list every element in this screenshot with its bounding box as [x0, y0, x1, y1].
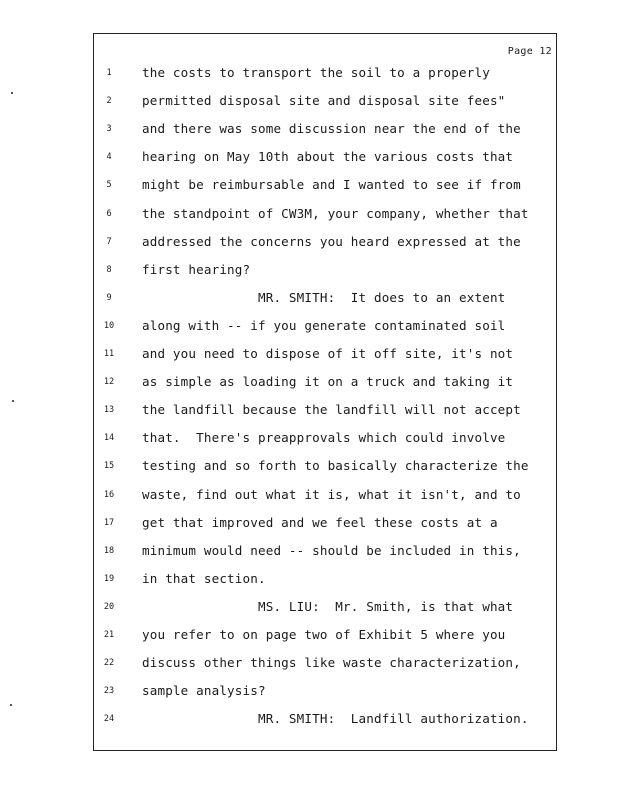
transcript-line — [94, 627, 556, 647]
line-text: sample analysis? — [142, 683, 266, 699]
line-text: discuss other things like waste characterization, — [142, 655, 521, 671]
scan-speck — [11, 92, 13, 94]
line-number: 23 — [103, 686, 115, 697]
line-text: get that improved and we feel these costs at a — [142, 514, 498, 530]
line-number: 15 — [103, 461, 115, 472]
line-text: permitted disposal site and disposal site fees" — [142, 93, 506, 109]
transcript-page — [93, 33, 557, 751]
transcript-line — [94, 262, 556, 282]
line-number: 9 — [106, 292, 112, 303]
line-text: and there was some discussion near the end of the — [142, 121, 521, 137]
line-number: 7 — [106, 236, 112, 247]
transcript-line — [94, 543, 556, 563]
line-text: might be reimbursable and I wanted to see if from — [142, 177, 521, 193]
line-text: MR. SMITH: It does to an extent — [142, 289, 506, 305]
line-text: MS. LIU: Mr. Smith, is that what — [142, 598, 514, 614]
transcript-line — [94, 430, 556, 450]
line-number: 12 — [103, 377, 115, 388]
scan-speck — [12, 400, 14, 402]
line-number: 8 — [106, 264, 112, 275]
line-text: hearing on May 10th about the various costs that — [142, 149, 514, 165]
transcript-line — [94, 683, 556, 703]
line-number: 21 — [103, 630, 115, 640]
transcript-line — [94, 487, 556, 507]
line-text: that. There's preapprovals which could involve — [142, 430, 506, 446]
transcript-line — [94, 711, 556, 731]
transcript-line — [94, 458, 556, 478]
line-number: 2 — [106, 96, 112, 107]
line-number: 11 — [103, 349, 115, 359]
line-text: the standpoint of CW3M, your company, whether that — [142, 205, 529, 221]
scan-speck — [10, 704, 12, 706]
line-text: in that section. — [142, 570, 266, 586]
line-text: the landfill because the landfill will not accept — [142, 402, 521, 418]
line-text: addressed the concerns you heard expressed at the — [142, 233, 521, 249]
transcript-line — [94, 206, 556, 226]
line-text: as simple as loading it on a truck and taking it — [142, 374, 514, 390]
line-number: 4 — [106, 152, 112, 163]
line-number: 20 — [103, 601, 115, 612]
line-number: 17 — [103, 517, 115, 528]
line-number: 14 — [103, 433, 115, 444]
transcript-line — [94, 65, 556, 85]
transcript-line — [94, 346, 556, 366]
transcript-line — [94, 374, 556, 394]
line-number: 18 — [103, 545, 115, 556]
transcript-line — [94, 402, 556, 422]
line-text: along with -- if you generate contaminated soil — [142, 317, 506, 333]
line-text: MR. SMITH: Landfill authorization. — [142, 711, 529, 727]
line-number: 1 — [106, 68, 112, 78]
line-number: 24 — [103, 714, 115, 725]
transcript-line — [94, 149, 556, 169]
line-text: waste, find out what it is, what it isn't, and to — [142, 486, 521, 502]
line-number: 13 — [103, 405, 115, 416]
transcript-line — [94, 290, 556, 310]
transcript-line — [94, 599, 556, 619]
line-text: first hearing? — [142, 261, 251, 277]
line-number: 16 — [103, 489, 115, 500]
line-text: the costs to transport the soil to a properly — [142, 65, 490, 80]
line-number: 10 — [103, 320, 115, 331]
line-text: testing and so forth to basically characterize the — [142, 458, 529, 474]
transcript-line — [94, 571, 556, 591]
line-text: minimum would need -- should be included in this, — [142, 542, 521, 558]
transcript-line — [94, 655, 556, 675]
line-text: and you need to dispose of it off site, it's not — [142, 346, 514, 361]
transcript-line — [94, 318, 556, 338]
line-text: you refer to on page two of Exhibit 5 where you — [142, 627, 506, 642]
transcript-line — [94, 234, 556, 254]
line-number: 19 — [103, 573, 115, 584]
transcript-line — [94, 177, 556, 197]
line-number: 22 — [103, 658, 115, 669]
transcript-line — [94, 515, 556, 535]
line-number: 3 — [106, 124, 112, 135]
transcript-line — [94, 121, 556, 141]
line-number: 5 — [106, 180, 112, 191]
transcript-line — [94, 93, 556, 113]
line-number: 6 — [106, 208, 112, 219]
page-number: Page 12 — [507, 46, 552, 57]
